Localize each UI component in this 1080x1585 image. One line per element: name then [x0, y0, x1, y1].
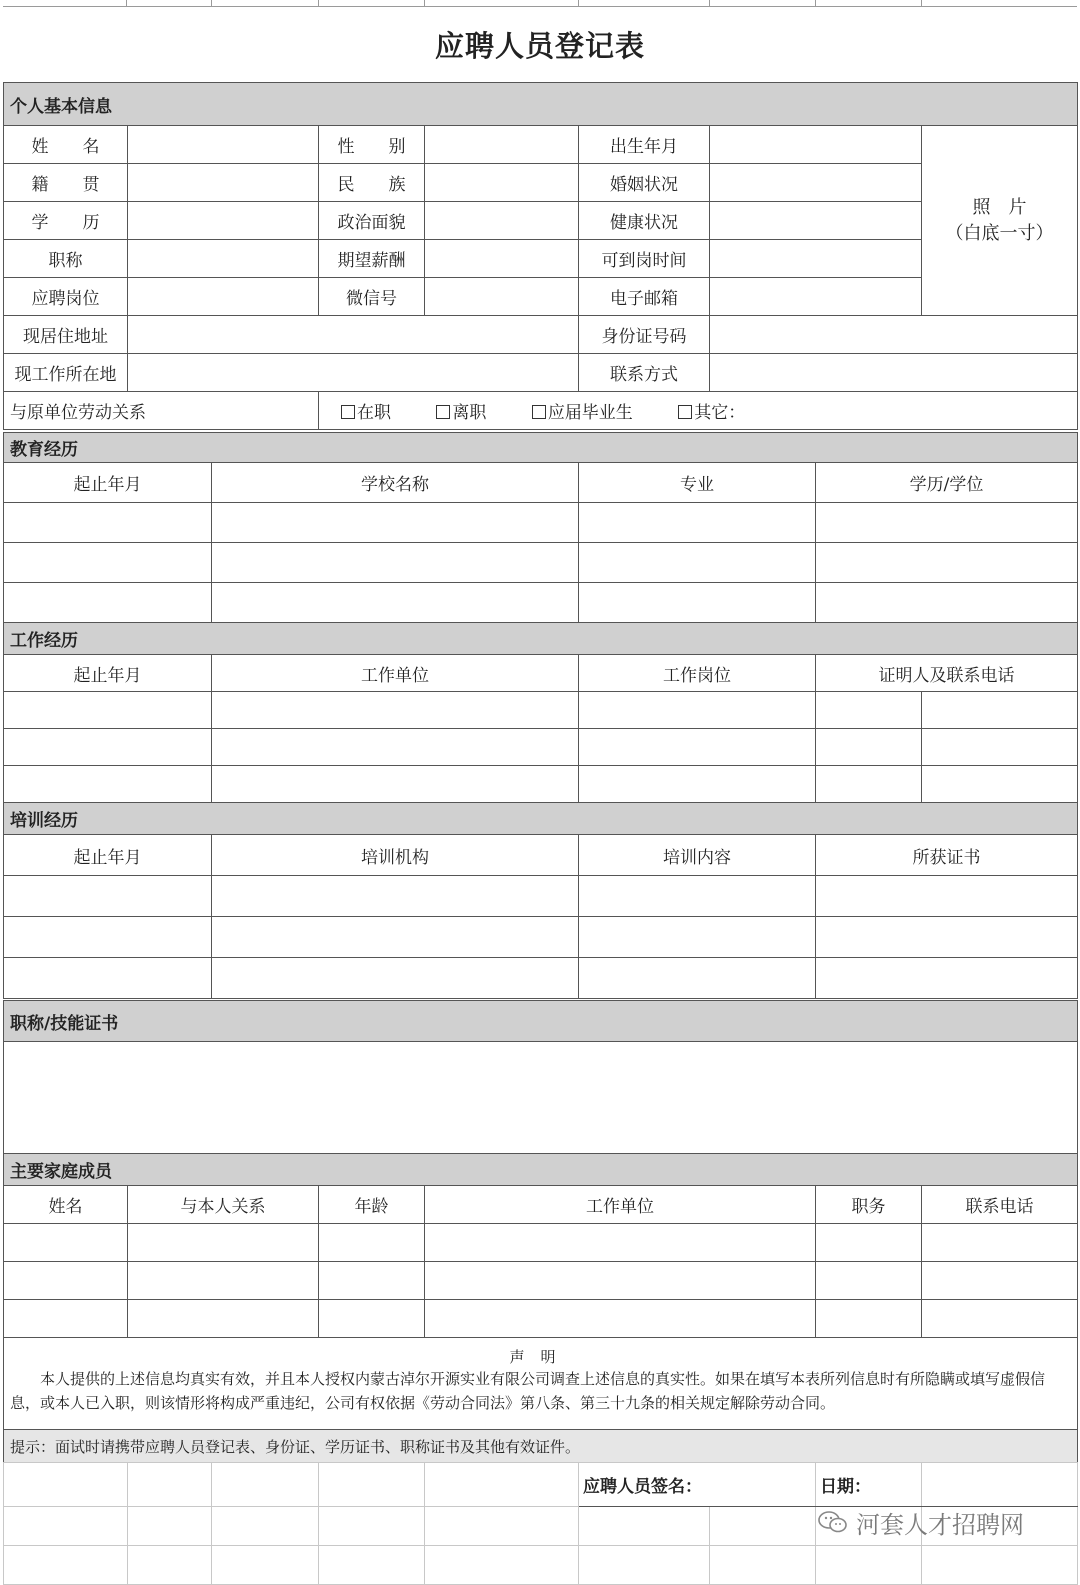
option-resigned-label: 离职: [452, 403, 487, 423]
option-graduate[interactable]: [532, 403, 633, 423]
checkbox-icon[interactable]: [678, 405, 692, 419]
option-graduate-label: 应届毕业生: [547, 403, 633, 423]
train-header-period: 起止年月: [4, 835, 212, 876]
work-cell[interactable]: [922, 692, 1078, 729]
date-label: 日期：: [816, 1463, 922, 1507]
edu-cell[interactable]: [816, 583, 1078, 623]
label-health: 健康状况: [579, 202, 710, 240]
field-political-status[interactable]: [425, 202, 579, 240]
table-row: [4, 729, 1078, 766]
label-professional-title: 职称: [4, 240, 128, 278]
label-ethnicity: 民 族: [319, 164, 425, 202]
train-cell[interactable]: [212, 876, 579, 917]
applicant-signature-label: 应聘人员签名：: [579, 1463, 816, 1507]
field-available-date[interactable]: [710, 240, 922, 278]
photo-box[interactable]: [922, 126, 1078, 316]
label-political-status: 政治面貌: [319, 202, 425, 240]
table-row: [4, 876, 1078, 917]
label-birth: 出生年月: [579, 126, 710, 164]
edu-cell[interactable]: [212, 543, 579, 583]
train-cell[interactable]: [4, 876, 212, 917]
certificate-area[interactable]: [4, 1042, 1078, 1154]
label-marital-status: 婚姻状况: [579, 164, 710, 202]
family-cell[interactable]: [4, 1262, 128, 1300]
edu-cell[interactable]: [4, 583, 212, 623]
family-cell[interactable]: [922, 1224, 1078, 1262]
label-wechat: 微信号: [319, 278, 425, 316]
label-expected-salary: 期望薪酬: [319, 240, 425, 278]
table-row: [4, 503, 1078, 543]
family-cell[interactable]: [4, 1224, 128, 1262]
training-table: [3, 802, 1078, 999]
table-row: [4, 583, 1078, 623]
label-id-number: 身份证号码: [579, 316, 710, 354]
field-name[interactable]: [128, 126, 319, 164]
label-contact: 联系方式: [579, 354, 710, 392]
checkbox-icon[interactable]: [341, 405, 355, 419]
work-cell[interactable]: [922, 729, 1078, 766]
work-cell[interactable]: [4, 692, 212, 729]
section-certificates: 职称/技能证书: [4, 1001, 1078, 1042]
label-labor-relation: 与原单位劳动关系: [4, 392, 319, 430]
field-address[interactable]: [128, 316, 579, 354]
train-cell[interactable]: [4, 917, 212, 958]
label-native-place: 籍 贯: [4, 164, 128, 202]
edu-cell[interactable]: [579, 503, 816, 543]
work-cell[interactable]: [579, 766, 816, 803]
section-work: 工作经历: [4, 623, 1078, 655]
edu-cell[interactable]: [212, 503, 579, 543]
label-name: 姓 名: [4, 126, 128, 164]
field-health[interactable]: [710, 202, 922, 240]
work-cell[interactable]: [816, 729, 922, 766]
declaration-title: 声明: [509, 1348, 572, 1366]
work-cell[interactable]: [4, 766, 212, 803]
education-table: [3, 432, 1078, 623]
family-header-phone: 联系电话: [922, 1186, 1078, 1224]
train-cell[interactable]: [212, 917, 579, 958]
field-email[interactable]: [710, 278, 922, 316]
table-row: [4, 692, 1078, 729]
checkbox-icon[interactable]: [532, 405, 546, 419]
train-cell[interactable]: [816, 876, 1078, 917]
certificate-table: [3, 1000, 1078, 1154]
label-work-location: 现工作所在地: [4, 354, 128, 392]
field-birth[interactable]: [710, 126, 922, 164]
table-row: [4, 917, 1078, 958]
family-cell[interactable]: [319, 1300, 425, 1338]
family-header-job: 职务: [816, 1186, 922, 1224]
train-cell[interactable]: [816, 958, 1078, 999]
edu-cell[interactable]: [4, 503, 212, 543]
table-row: [4, 1224, 1078, 1262]
declaration-cell: [4, 1338, 1078, 1430]
edu-cell[interactable]: [212, 583, 579, 623]
work-header-position: 工作岗位: [579, 655, 816, 692]
labor-relation-options: [319, 392, 1078, 430]
edu-header-major: 专业: [579, 463, 816, 503]
table-row: [4, 1262, 1078, 1300]
declaration-table: [3, 1337, 1078, 1463]
family-table: [3, 1153, 1078, 1338]
watermark-text: 河套人才招聘网: [856, 1510, 1024, 1539]
family-cell[interactable]: [319, 1262, 425, 1300]
declaration-text: 本人提供的上述信息均真实有效，并且本人授权内蒙古淖尔开源实业有限公司调查上述信息的真实性。如果在填写本表所列信息时有所隐瞒或填写虚假信息，或本人已入职，则该情形将构成严重违纪，公司有权依据《劳动合同法》第八条、第三十九条的相关规定解除劳动合同。: [10, 1370, 1046, 1412]
tip-text: 提示：面试时请携带应聘人员登记表、身份证、学历证书、职称证书及其他有效证件。: [4, 1430, 1078, 1463]
family-header-name: 姓名: [4, 1186, 128, 1224]
family-cell[interactable]: [4, 1300, 128, 1338]
family-cell[interactable]: [922, 1300, 1078, 1338]
train-header-content: 培训内容: [579, 835, 816, 876]
label-gender: 性 别: [319, 126, 425, 164]
family-header-company: 工作单位: [425, 1186, 816, 1224]
work-header-reference: 证明人及联系电话: [816, 655, 1078, 692]
train-cell[interactable]: [4, 958, 212, 999]
option-other-label: 其它：: [694, 403, 746, 423]
watermark: [818, 1502, 1048, 1542]
label-available-date: 可到岗时间: [579, 240, 710, 278]
train-cell[interactable]: [212, 958, 579, 999]
family-cell[interactable]: [816, 1224, 922, 1262]
field-contact[interactable]: [710, 354, 1078, 392]
train-cell[interactable]: [579, 958, 816, 999]
photo-label: 照 片: [972, 196, 1027, 218]
table-row: [4, 958, 1078, 999]
work-table: [3, 622, 1078, 803]
field-degree[interactable]: [128, 202, 319, 240]
section-education: 教育经历: [4, 433, 1078, 463]
edu-header-period: 起止年月: [4, 463, 212, 503]
field-ethnicity[interactable]: [425, 164, 579, 202]
photo-size-label: （白底一寸）: [945, 222, 1054, 244]
family-header-relation: 与本人关系: [128, 1186, 319, 1224]
field-gender[interactable]: [425, 126, 579, 164]
work-cell[interactable]: [816, 766, 922, 803]
edu-cell[interactable]: [4, 543, 212, 583]
family-cell[interactable]: [922, 1262, 1078, 1300]
table-row: [4, 1300, 1078, 1338]
edu-header-school: 学校名称: [212, 463, 579, 503]
field-native-place[interactable]: [128, 164, 319, 202]
family-cell[interactable]: [816, 1300, 922, 1338]
label-address: 现居住地址: [4, 316, 128, 354]
option-employed[interactable]: [341, 403, 391, 423]
family-cell[interactable]: [128, 1300, 319, 1338]
option-employed-label: 在职: [357, 403, 391, 423]
section-basic-info: 个人基本信息: [4, 83, 1078, 126]
work-header-period: 起止年月: [4, 655, 212, 692]
label-position: 应聘岗位: [4, 278, 128, 316]
field-expected-salary[interactable]: [425, 240, 579, 278]
family-cell[interactable]: [425, 1300, 816, 1338]
work-cell[interactable]: [212, 692, 579, 729]
section-training: 培训经历: [4, 803, 1078, 835]
work-cell[interactable]: [579, 692, 816, 729]
table-row: [4, 543, 1078, 583]
option-resigned[interactable]: [436, 403, 486, 423]
date-field[interactable]: [922, 1463, 1078, 1507]
work-cell[interactable]: [4, 729, 212, 766]
label-degree: 学 历: [4, 202, 128, 240]
work-cell[interactable]: [212, 729, 579, 766]
edu-cell[interactable]: [816, 543, 1078, 583]
label-email: 电子邮箱: [579, 278, 710, 316]
family-cell[interactable]: [128, 1224, 319, 1262]
work-header-company: 工作单位: [212, 655, 579, 692]
train-cell[interactable]: [579, 917, 816, 958]
field-position[interactable]: [128, 278, 319, 316]
family-cell[interactable]: [425, 1224, 816, 1262]
work-cell[interactable]: [212, 766, 579, 803]
train-header-institution: 培训机构: [212, 835, 579, 876]
field-id-number[interactable]: [710, 316, 1078, 354]
work-cell[interactable]: [922, 766, 1078, 803]
family-cell[interactable]: [816, 1262, 922, 1300]
train-cell[interactable]: [579, 876, 816, 917]
field-work-location[interactable]: [128, 354, 579, 392]
checkbox-icon[interactable]: [436, 405, 450, 419]
family-cell[interactable]: [128, 1262, 319, 1300]
option-other[interactable]: [678, 403, 745, 423]
wechat-icon: [818, 1510, 848, 1534]
train-header-certificate: 所获证书: [816, 835, 1078, 876]
form-title: 应聘人员登记表: [434, 28, 645, 63]
edu-cell[interactable]: [816, 503, 1078, 543]
edu-cell[interactable]: [579, 543, 816, 583]
work-cell[interactable]: [579, 729, 816, 766]
field-marital-status[interactable]: [710, 164, 922, 202]
edu-cell[interactable]: [579, 583, 816, 623]
family-header-age: 年龄: [319, 1186, 425, 1224]
train-cell[interactable]: [816, 917, 1078, 958]
section-family: 主要家庭成员: [4, 1154, 1078, 1186]
basic-info-table: [3, 82, 1078, 430]
edu-header-degree: 学历/学位: [816, 463, 1078, 503]
field-wechat[interactable]: [425, 278, 579, 316]
table-row: [4, 766, 1078, 803]
field-professional-title[interactable]: [128, 240, 319, 278]
work-cell[interactable]: [816, 692, 922, 729]
registration-form: [3, 0, 1077, 1584]
family-cell[interactable]: [319, 1224, 425, 1262]
family-cell[interactable]: [425, 1262, 816, 1300]
